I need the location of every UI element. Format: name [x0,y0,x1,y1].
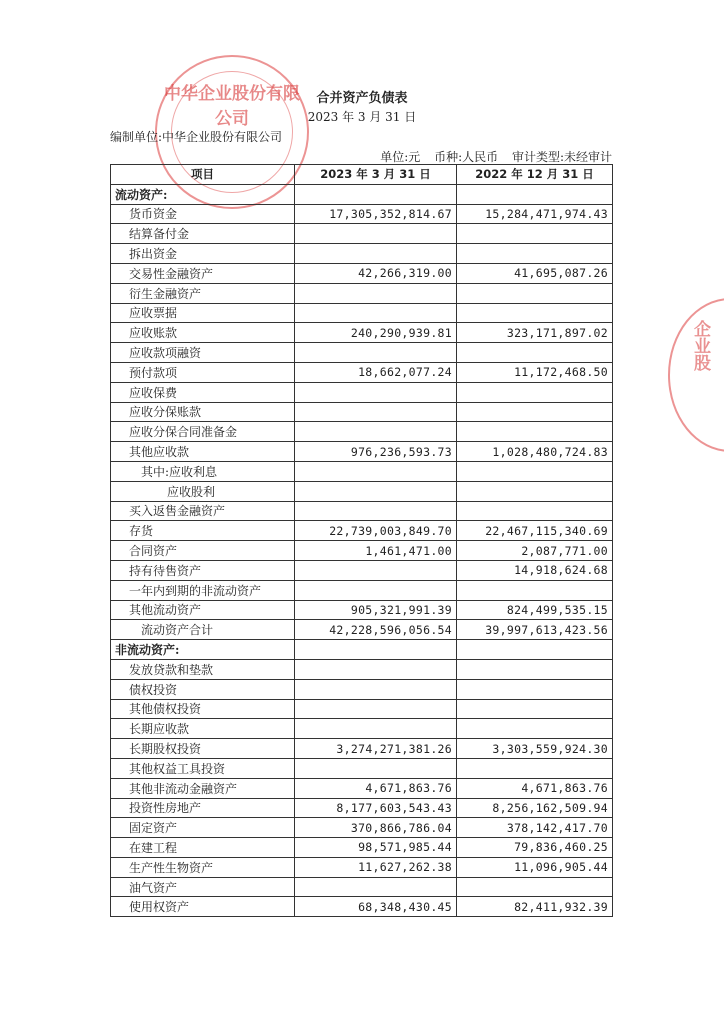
value-2023: 42,266,319.00 [295,263,457,283]
table-row [111,263,613,283]
row-label: 债权投资 [111,679,295,699]
table-row [111,541,613,561]
value-2023: 42,228,596,056.54 [295,620,457,640]
report-title: 合并资产负债表 [316,91,408,106]
table-row [111,778,613,798]
value-2022 [457,877,613,897]
row-label: 其他非流动金融资产 [111,778,295,798]
value-2022: 15,284,471,974.43 [457,204,613,224]
partial-seal-stamp [668,298,724,452]
row-label: 生产性生物资产 [111,857,295,877]
value-2023 [295,343,457,363]
value-2023 [295,719,457,739]
row-label: 流动资产合计 [111,620,295,640]
row-label: 应收票据 [111,303,295,323]
value-2022 [457,244,613,264]
org-label: 编制单位:中华企业股份有限公司 [110,130,283,144]
table-row [111,521,613,541]
value-2023: 18,662,077.24 [295,362,457,382]
value-2023 [295,501,457,521]
value-2022 [457,580,613,600]
seal-text: 中华企业股份有限公司 [164,84,300,129]
table-row [111,184,613,204]
table-row [111,679,613,699]
row-label: 其他权益工具投资 [111,758,295,778]
value-2022 [457,422,613,442]
row-label: 结算备付金 [111,224,295,244]
table-row [111,422,613,442]
value-2022 [457,224,613,244]
row-label: 合同资产 [111,541,295,561]
table-row [111,481,613,501]
table-row [111,857,613,877]
row-label: 持有待售资产 [111,560,295,580]
value-2022: 79,836,460.25 [457,838,613,858]
value-2022: 41,695,087.26 [457,263,613,283]
table-row [111,620,613,640]
row-label: 其他应收款 [111,442,295,462]
value-2023 [295,461,457,481]
value-2023 [295,560,457,580]
table-row [111,224,613,244]
value-2023 [295,877,457,897]
row-label: 固定资产 [111,818,295,838]
row-label: 应收账款 [111,323,295,343]
row-label: 使用权资产 [111,897,295,917]
table-row [111,560,613,580]
table-row [111,442,613,462]
header-2023: 2023 年 3 月 31 日 [295,165,457,185]
value-2022 [457,501,613,521]
table-row [111,382,613,402]
table-row [111,640,613,660]
value-2023 [295,640,457,660]
value-2022 [457,679,613,699]
row-label: 存货 [111,521,295,541]
audit-label: 审计类型:未经审计 [511,150,612,164]
value-2023: 370,866,786.04 [295,818,457,838]
table-row [111,897,613,917]
value-2022 [457,184,613,204]
table-header-row [111,165,613,185]
value-2022 [457,640,613,660]
value-2022 [457,461,613,481]
table-row [111,699,613,719]
value-2022 [457,283,613,303]
row-label: 在建工程 [111,838,295,858]
table-row [111,343,613,363]
value-2023: 98,571,985.44 [295,838,457,858]
value-2023 [295,184,457,204]
value-2023 [295,382,457,402]
value-2023: 976,236,593.73 [295,442,457,462]
value-2022: 4,671,863.76 [457,778,613,798]
value-2022: 82,411,932.39 [457,897,613,917]
table-row [111,739,613,759]
table-row [111,818,613,838]
value-2023 [295,699,457,719]
units-line [370,148,612,165]
row-label: 长期股权投资 [111,739,295,759]
header-2022: 2022 年 12 月 31 日 [457,165,613,185]
row-label: 货币资金 [111,204,295,224]
table-row [111,501,613,521]
value-2023: 22,739,003,849.70 [295,521,457,541]
row-label: 拆出资金 [111,244,295,264]
row-label: 应收分保合同准备金 [111,422,295,442]
table-row [111,798,613,818]
row-label: 应收款项融资 [111,343,295,363]
value-2022: 11,172,468.50 [457,362,613,382]
value-2022: 378,142,417.70 [457,818,613,838]
table-row [111,362,613,382]
row-label: 油气资产 [111,877,295,897]
row-label: 其他债权投资 [111,699,295,719]
currency-label: 币种:人民币 [434,150,499,164]
value-2023: 4,671,863.76 [295,778,457,798]
value-2022 [457,402,613,422]
table-row [111,719,613,739]
value-2023: 240,290,939.81 [295,323,457,343]
row-label: 应收分保账款 [111,402,295,422]
value-2022 [457,699,613,719]
row-label: 投资性房地产 [111,798,295,818]
value-2023 [295,481,457,501]
row-label: 衍生金融资产 [111,283,295,303]
table-row [111,402,613,422]
row-label: 应收股利 [111,481,295,501]
table-row [111,461,613,481]
value-2023 [295,283,457,303]
value-2023 [295,758,457,778]
value-2022 [457,343,613,363]
value-2023 [295,679,457,699]
value-2023: 1,461,471.00 [295,541,457,561]
row-label: 交易性金融资产 [111,263,295,283]
table-row [111,838,613,858]
table-row [111,283,613,303]
row-label: 一年内到期的非流动资产 [111,580,295,600]
balance-sheet-table [110,164,613,917]
value-2022: 11,096,905.44 [457,857,613,877]
row-label: 发放贷款和垫款 [111,659,295,679]
value-2022: 8,256,162,509.94 [457,798,613,818]
row-label: 其中:应收利息 [111,461,295,481]
value-2023: 17,305,352,814.67 [295,204,457,224]
report-date: 2023 年 3 月 31 日 [307,110,417,124]
value-2023: 11,627,262.38 [295,857,457,877]
value-2023 [295,303,457,323]
row-label: 长期应收款 [111,719,295,739]
value-2022 [457,719,613,739]
value-2023 [295,580,457,600]
value-2022: 824,499,535.15 [457,600,613,620]
table-row [111,204,613,224]
row-label: 应收保费 [111,382,295,402]
value-2023: 8,177,603,543.43 [295,798,457,818]
value-2023: 3,274,271,381.26 [295,739,457,759]
value-2022: 2,087,771.00 [457,541,613,561]
value-2023 [295,224,457,244]
value-2023 [295,422,457,442]
value-2023 [295,659,457,679]
value-2023 [295,244,457,264]
table-row [111,323,613,343]
row-label: 非流动资产: [111,640,295,660]
value-2023 [295,402,457,422]
value-2022: 14,918,624.68 [457,560,613,580]
value-2022: 1,028,480,724.83 [457,442,613,462]
value-2022 [457,303,613,323]
value-2022 [457,382,613,402]
table-row [111,303,613,323]
value-2023: 905,321,991.39 [295,600,457,620]
table-row [111,659,613,679]
unit-label: 单位:元 [380,150,421,164]
value-2022: 39,997,613,423.56 [457,620,613,640]
table-row [111,877,613,897]
row-label: 流动资产: [111,184,295,204]
value-2022 [457,659,613,679]
header-item: 项目 [111,165,295,185]
value-2022 [457,481,613,501]
row-label: 其他流动资产 [111,600,295,620]
value-2022: 22,467,115,340.69 [457,521,613,541]
table-row [111,600,613,620]
value-2022 [457,758,613,778]
row-label: 预付款项 [111,362,295,382]
partial-seal-text: 企业股 [690,320,710,371]
table-row [111,580,613,600]
row-label: 买入返售金融资产 [111,501,295,521]
value-2022: 323,171,897.02 [457,323,613,343]
table-row [111,244,613,264]
table-row [111,758,613,778]
value-2022: 3,303,559,924.30 [457,739,613,759]
value-2023: 68,348,430.45 [295,897,457,917]
